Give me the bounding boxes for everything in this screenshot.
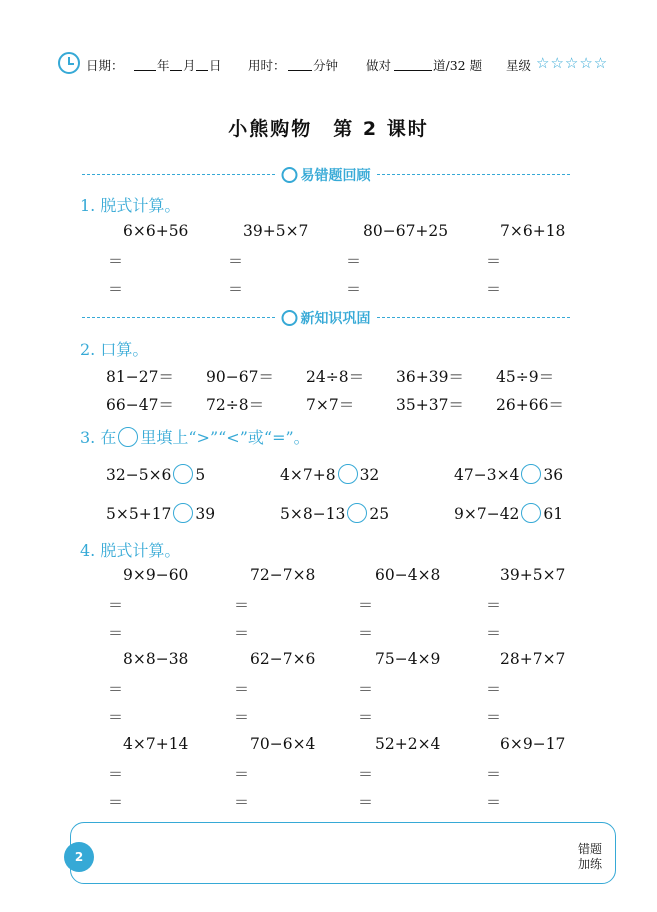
day-blank[interactable] [196,58,208,71]
answer-blank[interactable] [364,250,444,268]
section-title-new: 新知识巩固 [300,311,371,327]
equals-sign: ＝ [486,596,502,614]
expression: 72−7×8 [250,566,316,584]
expression: 60−4×8 [375,566,441,584]
expression: 52+2×4 [375,735,441,753]
equals-sign: ＝ [228,252,244,270]
correct-blank[interactable] [394,58,432,71]
rating-label: 星级 [506,58,532,73]
comparison-left: 47−3×4 [454,466,520,484]
equals-sign: ＝ [234,624,250,642]
equals-sign: ＝ [486,708,502,726]
comparison-item [280,464,379,484]
equals-sign: ＝ [346,252,362,270]
expression: 70−6×4 [250,735,316,753]
correct-label: 做对 [366,58,392,73]
page-title: 小熊购物 第 2 课时 [228,118,429,140]
equals-sign: ＝ [486,680,502,698]
comparison-right: 25 [369,505,390,523]
question-1-heading: 1. 脱式计算。 [80,196,181,215]
equals-sign: ＝ [486,280,502,298]
year-blank[interactable] [134,58,156,71]
equals-sign: ＝ [108,765,124,783]
expression: 4×7+14 [123,735,189,753]
equals-sign: ＝ [358,624,374,642]
equals-sign: ＝ [108,596,124,614]
answer-blank[interactable] [504,250,584,268]
equals-sign: ＝ [358,793,374,811]
month-label: 月 [183,58,196,73]
section-divider-review [82,165,570,185]
expression: 39+5×7 [243,222,309,240]
expression: 75−4×9 [375,650,441,668]
expression: 39+5×7 [500,566,566,584]
comparison-item [106,503,215,523]
expression: 80−67+25 [363,222,449,240]
question-3-heading [80,425,310,448]
month-blank[interactable] [170,58,182,71]
answer-blank[interactable] [126,250,206,268]
equals-sign: ＝ [108,680,124,698]
oral-item[interactable]: 81−27＝ [106,368,174,386]
comparison-left: 9×7−42 [454,505,520,523]
oral-item[interactable]: 45÷9＝ [496,368,555,386]
equals-sign: ＝ [486,793,502,811]
equals-sign: ＝ [234,793,250,811]
section-divider-new [82,308,570,328]
worksheet-header [58,52,628,78]
corner-tag [570,842,610,872]
answer-circle-icon[interactable] [338,464,358,484]
corner-line-2: 加练 [577,857,602,871]
comparison-item [454,464,563,484]
date-label: 日期： [86,58,124,73]
answer-circle-icon[interactable] [173,503,193,523]
equals-sign: ＝ [234,596,250,614]
day-label: 日 [209,58,222,73]
q3-heading-pre: 3. 在 [80,428,117,447]
oral-item[interactable]: 26+66＝ [496,396,564,414]
star-rating[interactable]: ☆☆☆☆☆ [536,54,609,72]
equals-sign: ＝ [108,624,124,642]
expression: 8×8−38 [123,650,189,668]
section-title-review: 易错题回顾 [300,168,371,184]
expression: 7×6+18 [500,222,566,240]
minutes-label: 分钟 [313,58,339,73]
comparison-item [106,464,205,484]
equals-sign: ＝ [234,765,250,783]
equals-sign: ＝ [486,252,502,270]
comparison-left: 5×8−13 [280,505,346,523]
owl-mascot-icon [282,167,298,183]
comparison-right: 39 [195,505,216,523]
expression: 28+7×7 [500,650,566,668]
equals-sign: ＝ [234,680,250,698]
oral-item[interactable]: 72÷8＝ [206,396,265,414]
question-2-heading: 2. 口算。 [80,340,149,359]
equals-sign: ＝ [486,765,502,783]
oral-item[interactable]: 24÷8＝ [306,368,365,386]
comparison-right: 32 [359,466,380,484]
equals-sign: ＝ [358,765,374,783]
equals-sign: ＝ [358,680,374,698]
equals-sign: ＝ [486,624,502,642]
question-4-heading: 4. 脱式计算。 [80,541,181,560]
oral-item[interactable]: 36+39＝ [396,368,464,386]
comparison-left: 5×5+17 [106,505,172,523]
oral-item[interactable]: 7×7＝ [306,396,355,414]
oral-item[interactable]: 66−47＝ [106,396,174,414]
equals-sign: ＝ [228,280,244,298]
oral-item[interactable]: 90−67＝ [206,368,274,386]
comparison-left: 32−5×6 [106,466,172,484]
comparison-item [280,503,389,523]
comparison-right: 36 [543,466,564,484]
expression: 6×6+56 [123,222,189,240]
equals-sign: ＝ [358,596,374,614]
year-label: 年 [157,58,170,73]
equals-sign: ＝ [358,708,374,726]
equals-sign: ＝ [108,708,124,726]
time-label: 用时： [248,58,286,73]
comparison-right: 61 [543,505,564,523]
expression: 9×9−60 [123,566,189,584]
equals-sign: ＝ [108,280,124,298]
comparison-right: 5 [195,466,206,484]
footer-frame [70,822,616,884]
time-blank[interactable] [288,58,312,71]
equals-sign: ＝ [346,280,362,298]
clock-icon [58,52,80,74]
circle-icon [118,427,138,447]
equals-sign: ＝ [234,708,250,726]
answer-circle-icon[interactable] [521,464,541,484]
q3-heading-post: 里填上“>”“<”或“=”。 [140,428,310,447]
answer-circle-icon[interactable] [521,503,541,523]
smiley-mascot-icon [282,310,298,326]
page-number: 2 [64,842,94,872]
answer-circle-icon[interactable] [347,503,367,523]
total-label: 道/32 题 [433,58,483,73]
comparison-left: 4×7+8 [280,466,336,484]
corner-line-1: 错题 [577,842,602,856]
oral-item[interactable]: 35+37＝ [396,396,464,414]
equals-sign: ＝ [108,793,124,811]
answer-circle-icon[interactable] [173,464,193,484]
expression: 6×9−17 [500,735,566,753]
answer-blank[interactable] [246,250,326,268]
comparison-item [454,503,563,523]
expression: 62−7×6 [250,650,316,668]
equals-sign: ＝ [108,252,124,270]
